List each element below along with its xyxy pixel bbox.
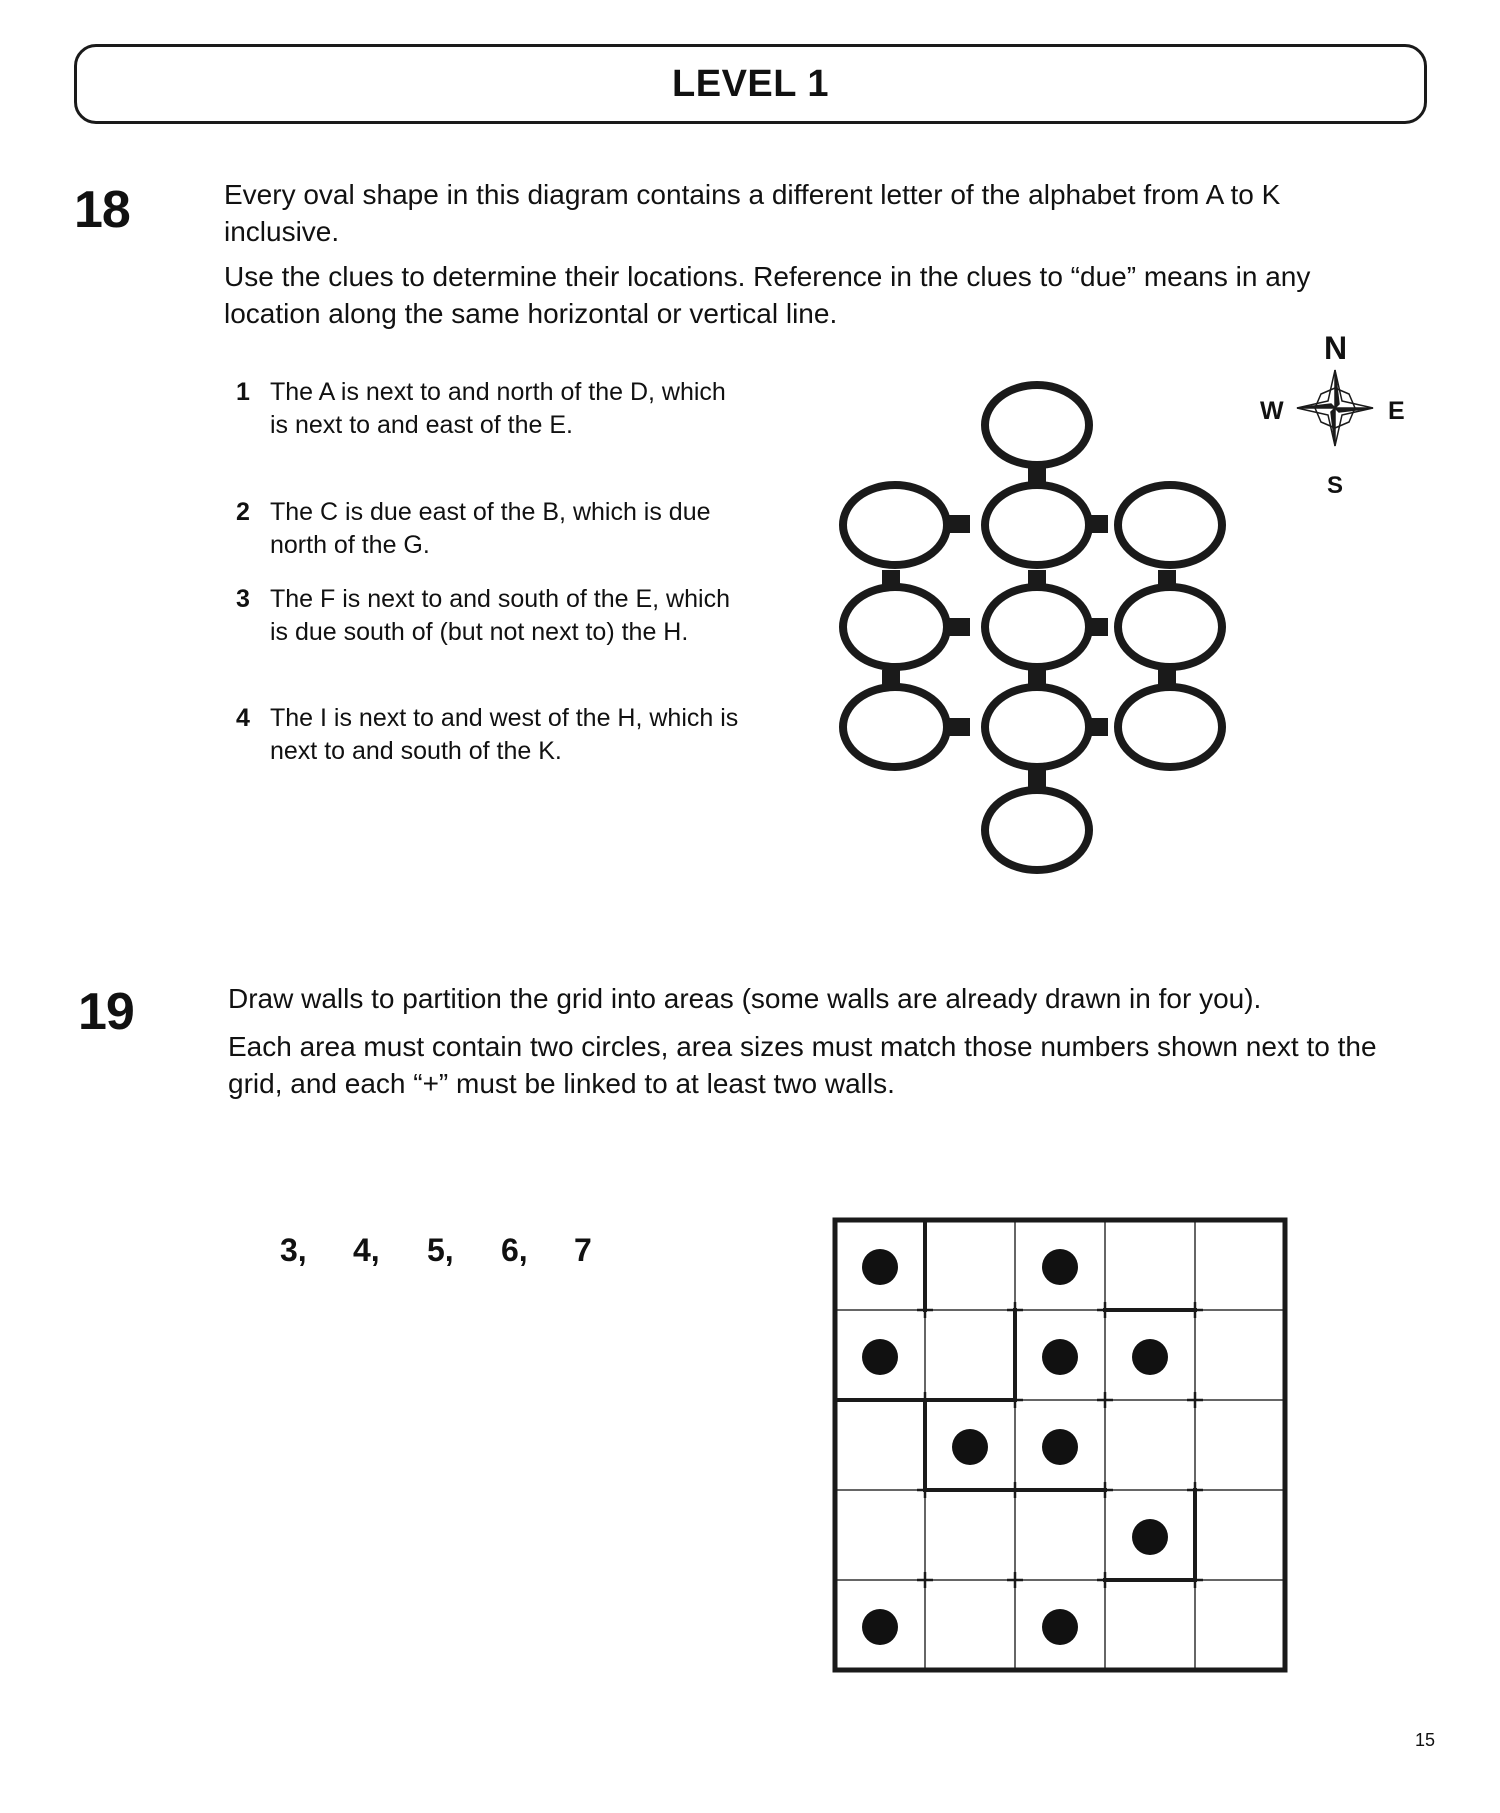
clue-2 [236, 496, 740, 562]
question-18-intro: Every oval shape in this diagram contains a different letter of the alphabet from A to K inclusive. [224, 179, 1281, 247]
grid-circle [1042, 1249, 1078, 1285]
area-size-4: 6, [501, 1232, 528, 1268]
level-title: LEVEL 1 [672, 62, 829, 105]
ovals [843, 385, 1222, 870]
oval-r1-c3 [1118, 485, 1222, 565]
clue-4-text: The I is next to and west of the H, which is next to and south of the K. [270, 704, 739, 765]
grid-circle [862, 1609, 898, 1645]
oval-top [985, 385, 1089, 465]
grid-circle [1042, 1429, 1078, 1465]
clue-4-number: 4 [236, 704, 250, 732]
grid-circle [862, 1249, 898, 1285]
question-19-number: 19 [78, 983, 134, 1041]
grid-circle [1132, 1339, 1168, 1375]
oval-r2-c1 [843, 587, 947, 667]
question-18-number: 18 [74, 181, 130, 239]
question-19-line2: Each area must contain two circles, area sizes must match those numbers shown next to the grid, and each “+” must be linked to at least two walls. [228, 1031, 1377, 1099]
oval-r1-c1 [843, 485, 947, 565]
level-header [74, 44, 1427, 124]
compass-south: S [1327, 472, 1344, 499]
compass-west: W [1260, 397, 1284, 425]
clue-1-number: 1 [236, 378, 250, 406]
clue-3 [236, 583, 740, 649]
compass-east: E [1388, 397, 1405, 425]
oval-r2-c3 [1118, 587, 1222, 667]
area-size-1: 3, [280, 1232, 307, 1268]
area-size-3: 5, [427, 1232, 454, 1268]
grid-circle [952, 1429, 988, 1465]
clue-1-text: The A is next to and north of the D, which is next to and east of the E. [270, 378, 726, 439]
area-size-2: 4, [353, 1232, 380, 1268]
question-19-line1: Draw walls to partition the grid into areas (some walls are already drawn in for you). [228, 983, 1262, 1014]
grid-circle [862, 1339, 898, 1375]
area-size-5: 7 [574, 1232, 592, 1268]
clue-3-text: The F is next to and south of the E, which is due south of (but not next to) the H. [270, 585, 730, 646]
oval-r3-c3 [1118, 687, 1222, 767]
grid-circle [1042, 1609, 1078, 1645]
grid-circle [1132, 1519, 1168, 1555]
compass-rose-icon [1295, 368, 1375, 448]
clue-2-text: The C is due east of the B, which is due north of the G. [270, 498, 711, 559]
clue-4 [236, 702, 740, 768]
oval-r3-c2 [985, 687, 1089, 767]
question-18-instructions: Use the clues to determine their locations. Reference in the clues to “due” means in any location along the same horizontal or vertical line. [224, 261, 1311, 329]
clue-3-number: 3 [236, 585, 250, 613]
oval-bottom [985, 790, 1089, 870]
oval-r2-c2 [985, 587, 1089, 667]
compass [1245, 330, 1425, 510]
clue-1 [236, 376, 740, 442]
wall-puzzle-grid[interactable] [825, 1210, 1305, 1690]
oval-r3-c1 [843, 687, 947, 767]
compass-north: N [1324, 330, 1348, 366]
grid-circle [1042, 1339, 1078, 1375]
oval-r1-c2 [985, 485, 1089, 565]
clue-2-number: 2 [236, 498, 250, 526]
page-number: 15 [1415, 1730, 1436, 1750]
oval-diagram [830, 365, 1250, 905]
